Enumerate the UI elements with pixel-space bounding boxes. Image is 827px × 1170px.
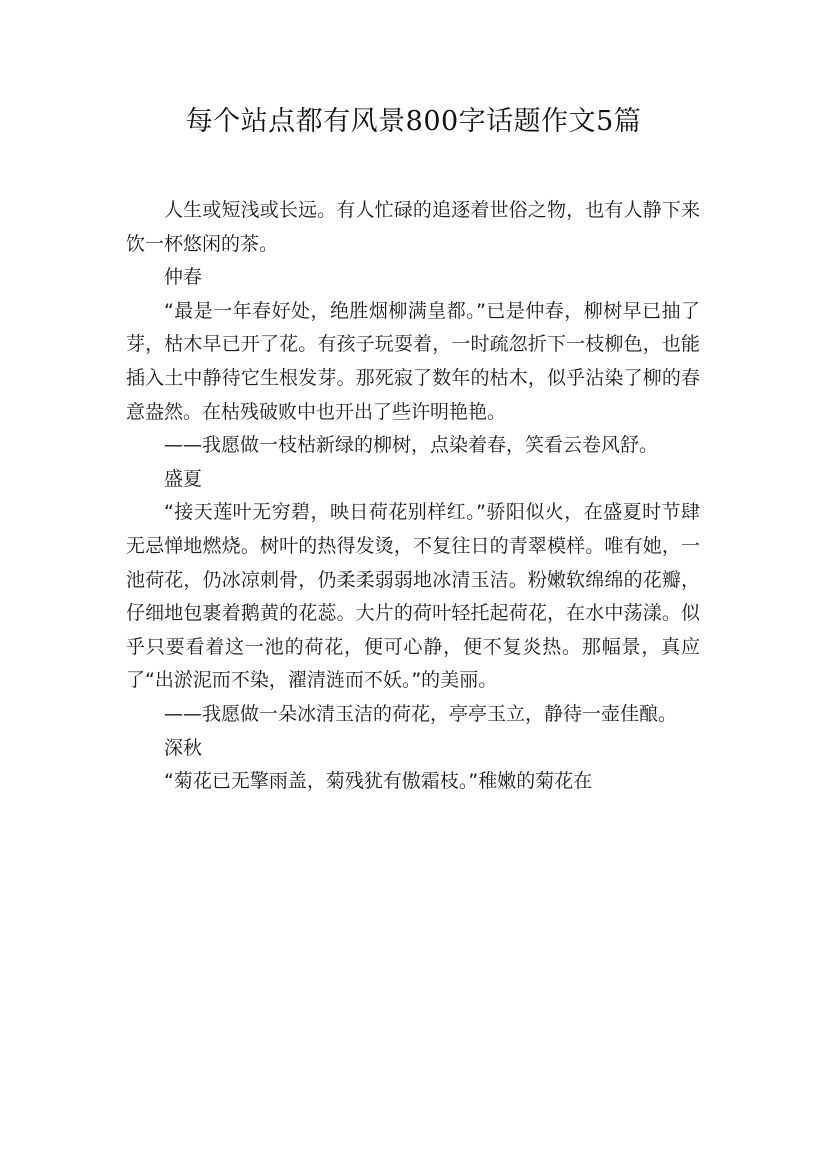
- document-title: 每个站点都有风景800字话题作文5篇: [185, 106, 642, 137]
- paragraph-spring: “最是一年春好处，绝胜烟柳满皇都。”已是仲春，柳树早已抽了芽，枯木早已开了花。有孩子玩耍着，一时疏忽折下一枝柳色，也能插入土中静待它生根发芽。那死寂了数年的枯木，似乎沾染了柳的春意盎然。在枯残破败中也开出了些许明艳艳。: [126, 299, 700, 423]
- paragraph-intro: 人生或短浅或长远。有人忙碌的追逐着世俗之物，也有人静下来饮一杯悠闲的茶。: [126, 199, 700, 255]
- paragraph-summer-wish: ——我愿做一朵冰清玉洁的荷花，亭亭玉立，静待一壶佳酿。: [164, 702, 678, 725]
- paragraph-summer: “接天莲叶无穷碧，映日荷花别样红。”骄阳似火，在盛夏时节肆无忌惮地燃烧。树叶的热得发烫，不复往日的青翠模样。唯有她，一池荷花，仍冰凉刺骨，仍柔柔弱弱地冰清玉洁。粉嫩软绵绵的花瓣，仔细地包裹着鹅黄的花蕊。大片的荷叶轻托起荷花，在水中荡漾。似乎只要看着这一池的荷花，便可心静，便不复炎热。那幅景，真应了“出淤泥而不染，濯清涟而不妖。”的美丽。: [126, 501, 700, 692]
- paragraph-autumn: “菊花已无擎雨盖，菊残犹有傲霜枝。”稚嫩的菊花在: [164, 770, 593, 793]
- paragraph-spring-wish: ——我愿做一枝枯新绿的柳树，点染着春，笑看云卷风舒。: [164, 434, 659, 457]
- section-heading-spring: 仲春: [164, 266, 203, 289]
- section-heading-summer: 盛夏: [164, 467, 203, 490]
- document-body: [126, 194, 700, 799]
- section-heading-autumn: 深秋: [164, 736, 203, 759]
